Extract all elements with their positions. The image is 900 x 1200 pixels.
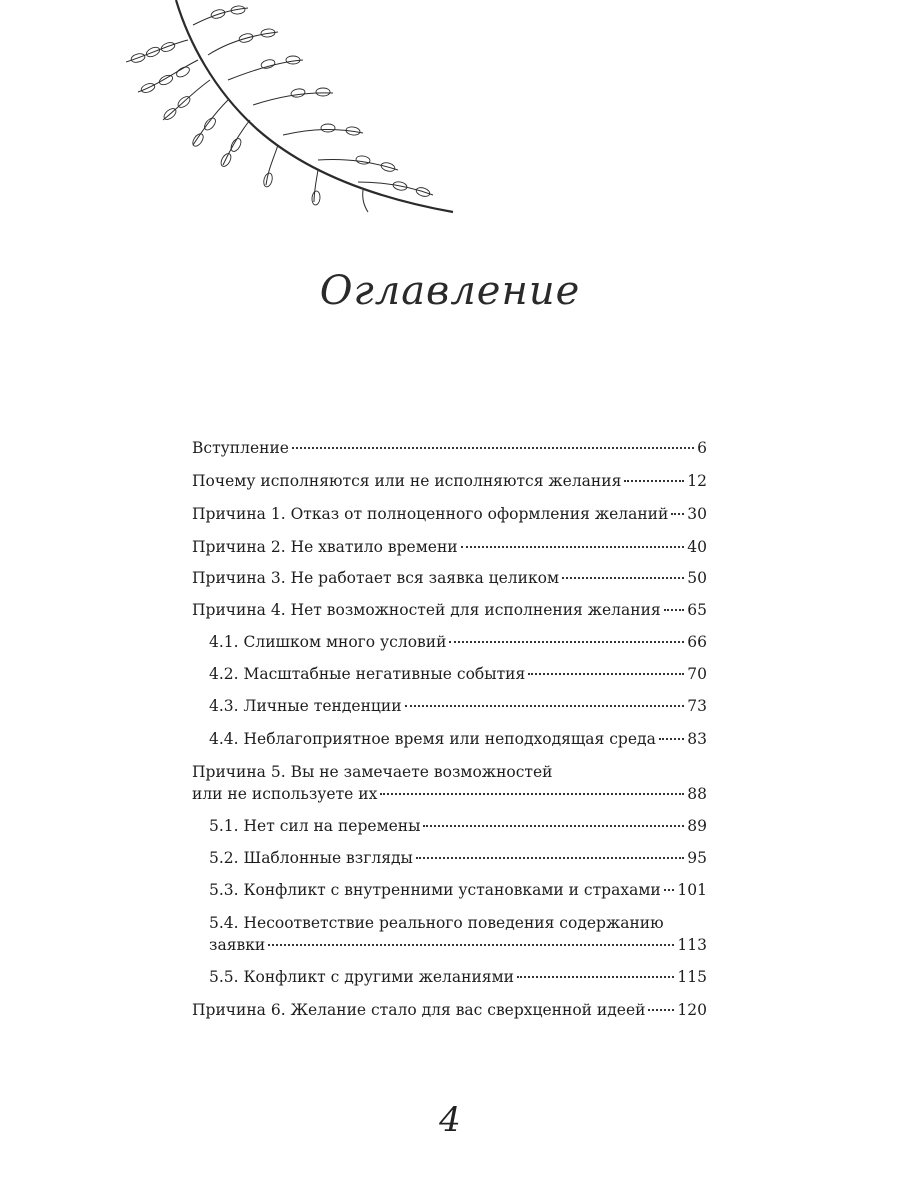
dot-leader <box>671 513 684 515</box>
toc-entry[interactable] <box>209 934 707 956</box>
toc-page: 6 <box>697 439 707 457</box>
toc-entry-line1[interactable] <box>209 912 707 934</box>
toc-label: или не используете их <box>192 785 378 803</box>
toc-page: 115 <box>677 968 707 986</box>
toc-entry[interactable] <box>209 847 707 869</box>
toc-label: 4.1. Слишком много условий <box>209 633 447 651</box>
dot-leader <box>423 825 684 827</box>
toc-page: 83 <box>687 730 707 748</box>
toc-entry[interactable] <box>192 470 707 492</box>
dot-leader <box>664 889 675 891</box>
toc-entry[interactable] <box>192 783 707 805</box>
toc-label: 5.2. Шаблонные взгляды <box>209 849 413 867</box>
toc-page: 66 <box>687 633 707 651</box>
fern-illustration <box>118 0 468 225</box>
toc-page: 73 <box>687 697 707 715</box>
dot-leader <box>562 577 684 579</box>
toc-page: 89 <box>687 817 707 835</box>
toc-label: Причина 1. Отказ от полноценного оформления желаний <box>192 505 669 523</box>
toc-label: 4.3. Личные тенденции <box>209 697 402 715</box>
toc-entry[interactable] <box>192 999 707 1021</box>
toc-entry[interactable] <box>209 663 707 685</box>
toc-label: 5.3. Конфликт с внутренними установками и страхами <box>209 881 661 899</box>
toc-page: 95 <box>687 849 707 867</box>
page-title: Оглавление <box>319 268 581 314</box>
toc-entry[interactable] <box>192 567 707 589</box>
dot-leader <box>528 673 684 675</box>
toc-label: Причина 6. Желание стало для вас сверхценной идеей <box>192 1001 646 1019</box>
toc-label: заявки <box>209 936 266 954</box>
toc-entry[interactable] <box>192 503 707 525</box>
dot-leader <box>648 1009 674 1011</box>
toc-entry[interactable] <box>192 437 707 459</box>
toc-page: 70 <box>687 665 707 683</box>
toc-page: 40 <box>687 538 707 556</box>
dot-leader <box>659 738 684 740</box>
toc-entry[interactable] <box>209 879 707 901</box>
toc-entry[interactable] <box>192 599 707 621</box>
dot-leader <box>268 944 674 946</box>
toc-page: 12 <box>687 472 707 490</box>
dot-leader <box>405 705 685 707</box>
toc-label: 5.1. Нет сил на перемены <box>209 817 421 835</box>
toc-entry[interactable] <box>209 631 707 653</box>
toc-label: Причина 4. Нет возможностей для исполнения желания <box>192 601 661 619</box>
toc-label: 4.2. Масштабные негативные события <box>209 665 526 683</box>
toc-entry[interactable] <box>192 536 707 558</box>
toc-page: 101 <box>677 881 707 899</box>
toc-label: Почему исполняются или не исполняются желания <box>192 472 622 490</box>
toc-label: Причина 3. Не работает вся заявка целиком <box>192 569 560 587</box>
toc-page: 88 <box>687 785 707 803</box>
dot-leader <box>292 447 694 449</box>
dot-leader <box>624 480 684 482</box>
dot-leader <box>517 976 674 978</box>
dot-leader <box>380 793 684 795</box>
dot-leader <box>461 546 685 548</box>
toc-label: Причина 2. Не хватило времени <box>192 538 458 556</box>
toc-page: 120 <box>677 1001 707 1019</box>
page-number: 4 <box>439 1100 461 1140</box>
toc-page: 65 <box>687 601 707 619</box>
toc-entry-line1[interactable] <box>192 761 707 783</box>
toc-entry[interactable] <box>209 695 707 717</box>
dot-leader <box>664 609 685 611</box>
toc-page: 113 <box>677 936 707 954</box>
toc-page: 30 <box>687 505 707 523</box>
toc-label: 5.5. Конфликт с другими желаниями <box>209 968 514 986</box>
toc-label: Вступление <box>192 439 289 457</box>
dot-leader <box>449 641 684 643</box>
toc-page: 50 <box>687 569 707 587</box>
toc-label: 5.4. Несоответствие реального поведения содержанию <box>209 914 664 932</box>
toc-entry[interactable] <box>209 815 707 837</box>
toc-entry[interactable] <box>209 966 707 988</box>
dot-leader <box>416 857 684 859</box>
toc-entry[interactable] <box>209 728 707 750</box>
toc-label: 4.4. Неблагоприятное время или неподходящая среда <box>209 730 656 748</box>
toc-label: Причина 5. Вы не замечаете возможностей <box>192 763 553 781</box>
